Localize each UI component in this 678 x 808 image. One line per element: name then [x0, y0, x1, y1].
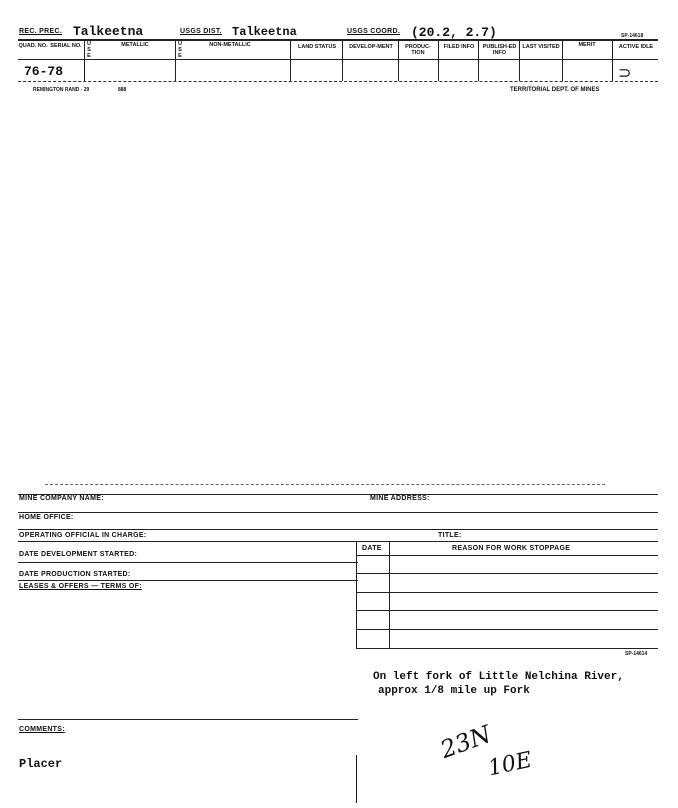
- department-label: TERRITORIAL DEPT. OF MINES: [510, 87, 600, 93]
- quad-no-value: 76-78: [24, 64, 64, 79]
- leases-offers-label: LEASES & OFFERS — TERMS OF:: [19, 583, 142, 590]
- title-label: TITLE:: [438, 532, 462, 539]
- col-metallic: METALLIC: [121, 42, 149, 48]
- col-published-info: PUBLISH-ED INFO: [482, 44, 517, 56]
- comments-label: COMMENTS:: [19, 726, 65, 733]
- date-production-label: DATE PRODUCTION STARTED:: [19, 571, 131, 578]
- usgs-coord-label: USGS COORD.: [347, 28, 401, 35]
- usgs-dist-value: Talkeetna: [232, 25, 297, 39]
- location-note-line1: On left fork of Little Nelchina River,: [373, 671, 624, 683]
- printer-code: 888: [118, 87, 127, 93]
- reason-column-header: REASON FOR WORK STOPPAGE: [452, 545, 571, 552]
- col-filed-info: FILED INFO: [443, 44, 475, 50]
- printer-label: REMINGTON RAND - 29: [33, 87, 90, 93]
- col-active-idle: ACTIVE IDLE: [618, 44, 654, 50]
- home-office-label: HOME OFFICE:: [19, 514, 74, 521]
- handwritten-township: 23N: [436, 720, 495, 764]
- mine-company-name-label: MINE COMPANY NAME:: [19, 495, 104, 502]
- col-use-1: U S E: [87, 41, 91, 59]
- rec-prec-label: REC. PREC.: [19, 28, 63, 35]
- operating-official-label: OPERATING OFFICIAL IN CHARGE:: [19, 532, 147, 539]
- form-number-bottom: SP-14614: [625, 651, 648, 657]
- rec-prec-value: Talkeetna: [73, 24, 144, 39]
- active-idle-mark: ⊃: [618, 65, 632, 82]
- col-development: DEVELOP-MENT: [349, 44, 393, 50]
- comment-value: Placer: [19, 757, 63, 771]
- handwritten-range: 10E: [485, 747, 535, 782]
- col-non-metallic: NON-METALLIC: [209, 42, 251, 48]
- form-number-top: SP-14618: [621, 33, 644, 39]
- col-serial-no: SERIAL NO.: [50, 43, 82, 49]
- mine-address-label: MINE ADDRESS:: [370, 495, 430, 502]
- col-production: PRODUC-TION: [405, 44, 431, 56]
- location-note-line2: approx 1/8 mile up Fork: [378, 685, 530, 697]
- usgs-dist-label: USGS DIST.: [180, 28, 222, 35]
- col-quad-no: QUAD. NO.: [18, 43, 48, 49]
- col-use-2: U S E: [178, 41, 182, 59]
- date-development-label: DATE DEVELOPMENT STARTED:: [19, 551, 138, 558]
- col-merit: MERIT: [578, 42, 596, 48]
- date-column-header: DATE: [362, 545, 382, 552]
- col-land-status: LAND STATUS: [298, 44, 336, 50]
- col-last-visited: LAST VISITED: [522, 44, 560, 50]
- usgs-coord-value: (20.2, 2.7): [411, 25, 497, 40]
